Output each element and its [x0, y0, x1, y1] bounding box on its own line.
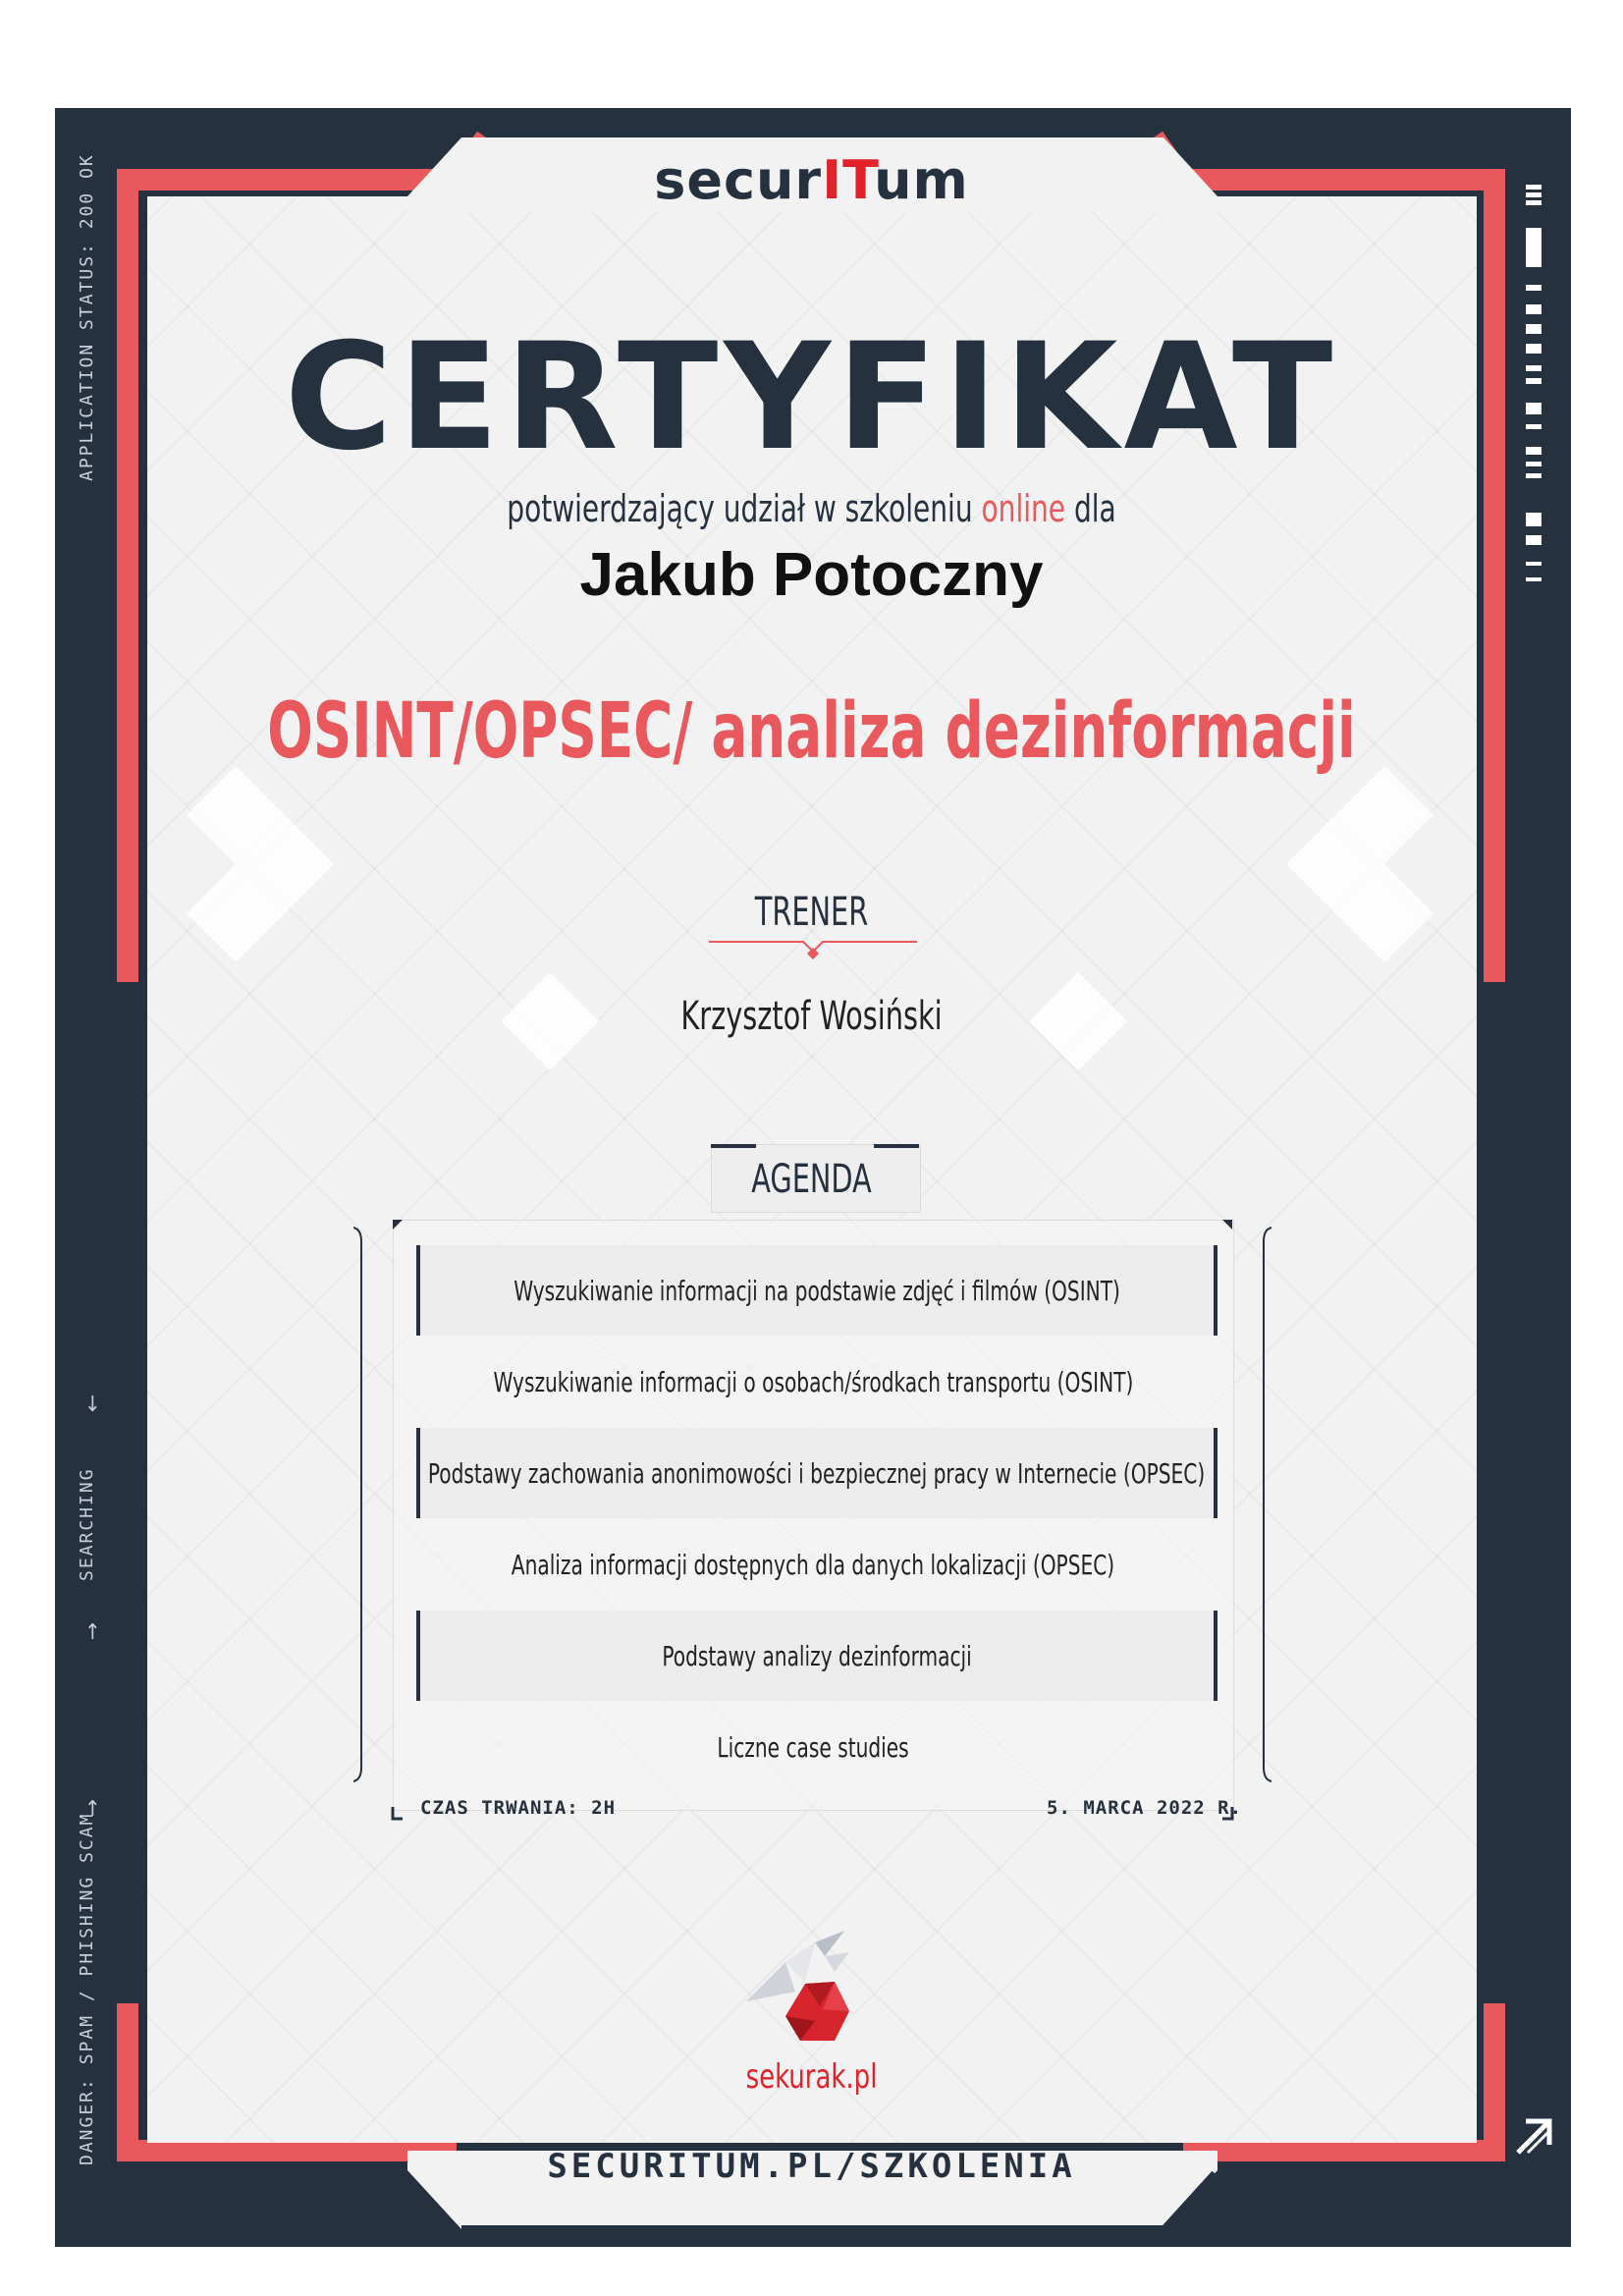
agenda-header-accent	[874, 1144, 919, 1148]
arrow-down-icon: ↓	[84, 1393, 101, 1417]
agenda-item: Wyszukiwanie informacji na podstawie zdjęć i filmów (OSINT)	[416, 1245, 1217, 1336]
agenda-label: AGENDA	[751, 1157, 872, 1202]
side-danger-text: DANGER: SPAM / PHISHING SCAM	[77, 1812, 97, 2165]
agenda-item: Podstawy zachowania anonimowości i bezpiecznej pracy w Internecie (OPSEC)	[416, 1428, 1217, 1518]
participant-name: Jakub Potoczny	[579, 541, 1044, 609]
footer-url[interactable]: SECURITUM.PL/SZKOLENIA	[547, 2147, 1076, 2186]
agenda-item: Podstawy analizy dezinformacji	[416, 1611, 1217, 1701]
side-status-text: APPLICATION STATUS: 200 OK	[77, 153, 97, 481]
side-searching-text: SEARCHING	[77, 1467, 97, 1581]
agenda-item: Analiza informacji dostępnych dla danych lokalizacji (OPSEC)	[511, 1548, 1115, 1581]
arrow-up-icon: ↑	[84, 1620, 101, 1645]
arrow-up-icon: ↑	[84, 1797, 101, 1822]
agenda-item: Wyszukiwanie informacji o osobach/środkach transportu (OSINT)	[493, 1365, 1133, 1398]
duration-label: CZAS TRWANIA: 2H	[420, 1797, 617, 1819]
sekurak-logo-icon	[727, 1923, 884, 2060]
certificate-subtitle: potwierdzający udział w szkoleniu online dla	[507, 487, 1116, 530]
agenda-item: Liczne case studies	[717, 1730, 909, 1764]
agenda-header-accent	[711, 1144, 756, 1148]
course-title: OSINT/OPSEC/ analiza dezinformacji	[267, 687, 1356, 776]
date-label: 5. MARCA 2022 R.	[1047, 1797, 1243, 1819]
securitum-logo: securITum	[654, 149, 969, 211]
trainer-name: Krzysztof Wosiński	[680, 994, 943, 1039]
sekurak-label: sekurak.pl	[745, 2057, 878, 2097]
trainer-label: TRENER	[754, 890, 869, 935]
certificate-title: CERTYFIKAT	[284, 312, 1339, 483]
trainer-divider	[709, 938, 917, 973]
